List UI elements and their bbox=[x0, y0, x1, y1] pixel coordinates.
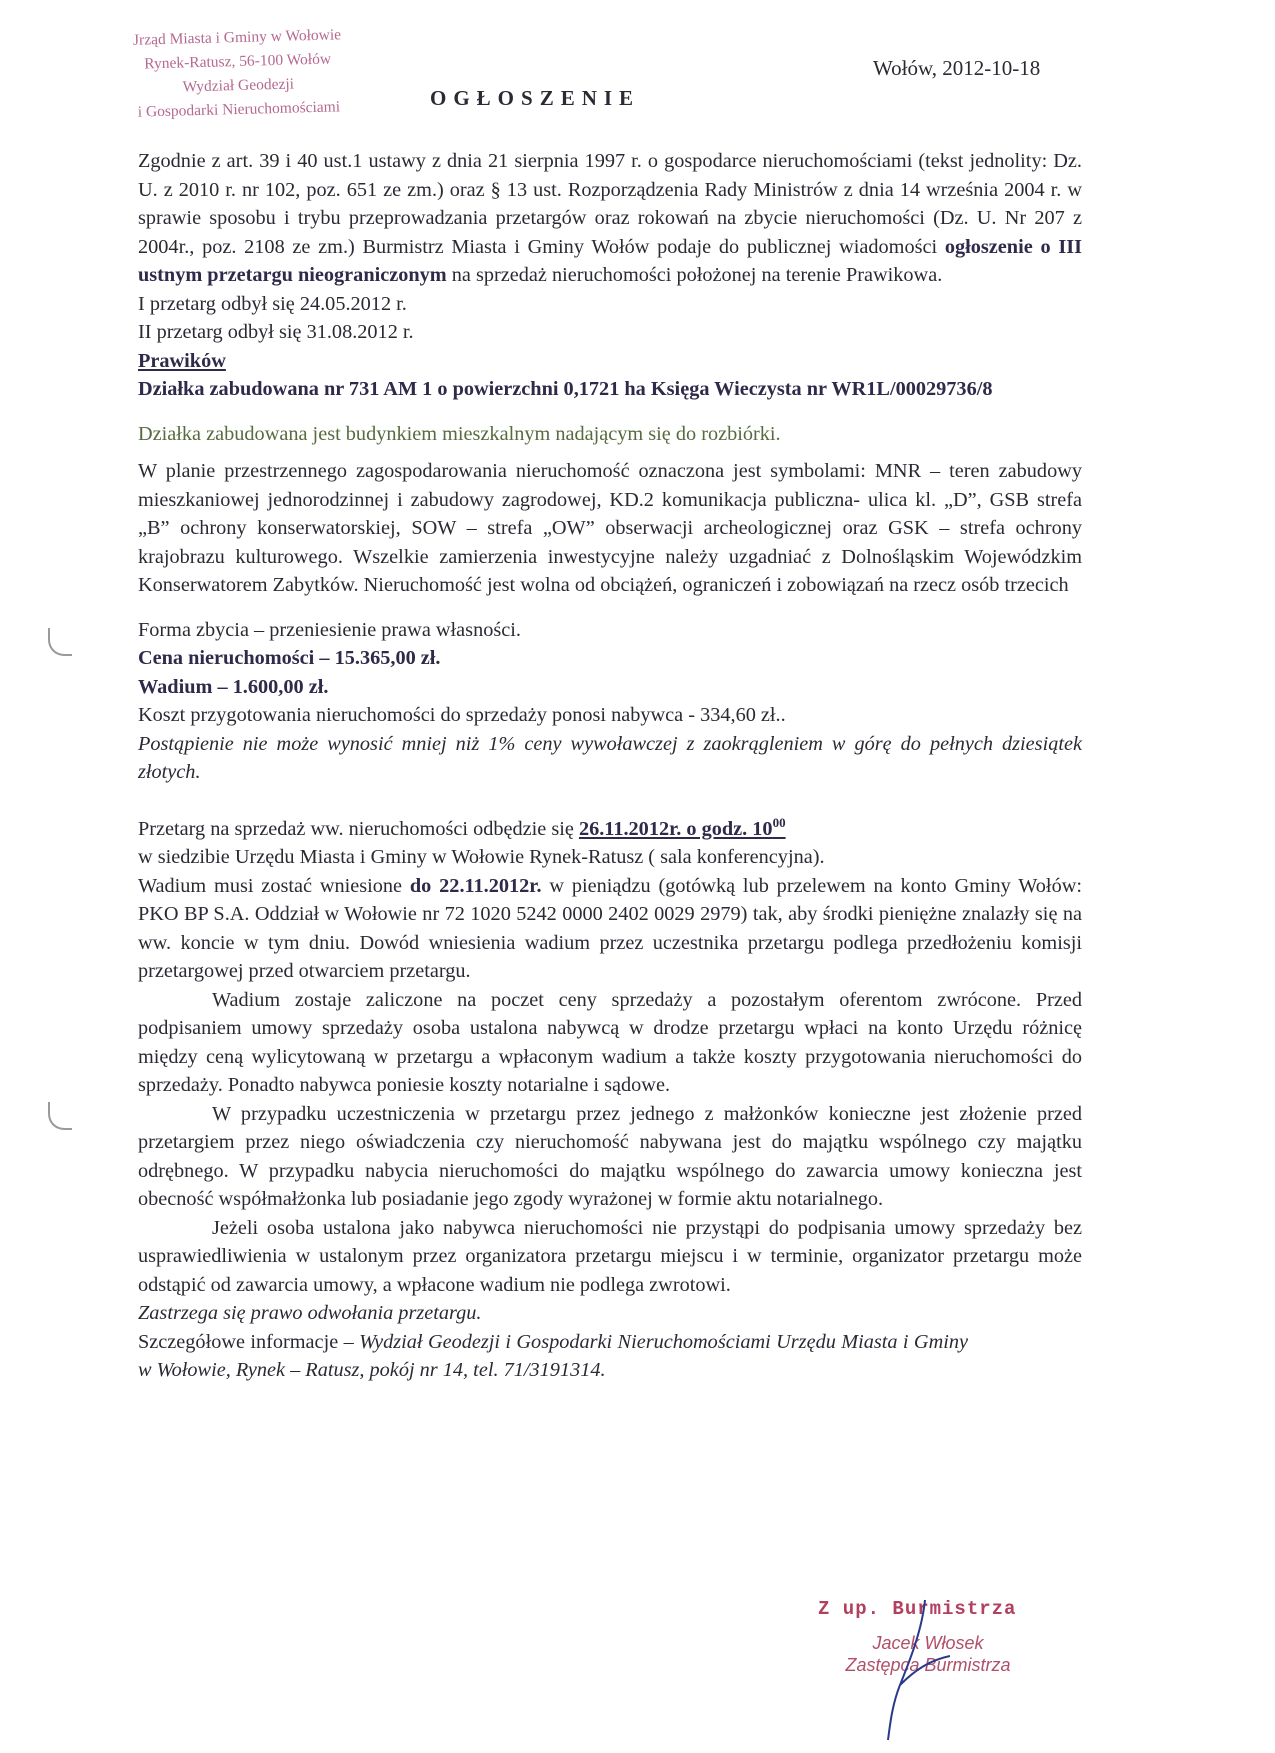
property-price: Cena nieruchomości – 15.365,00 zł. bbox=[138, 647, 441, 669]
deposit-text-end: w pieniądzu (gotówką lub przelewem na konto Gminy Wołów: PKO BP S.A. Oddział w Wołowie nr 72 1020 5242 0000 2402 0029 2979) tak, aby środki pieniężne znalazły się na ww. koncie w tym dniu. Dowód wniesienia wadium przez uczestnika przetargu podlega przedłożeniu komisji przetargowej przed otwarciem przetargu. bbox=[138, 874, 1082, 982]
document-title: OGŁOSZENIE bbox=[430, 86, 641, 110]
refusal-paragraph: Jeżeli osoba ustalona jako nabywca nieruchomości nie przystąpi do podpisania umowy sprzedaży bez usprawiedliwienia w ustalonym przez organizatora przetargu miejscu i w terminie, organizator przetargu może odstąpić od zawarcia umowy, a wpłacone wadium nie podlega zwrotowi. bbox=[138, 1216, 1082, 1296]
auction-when: 26.11.2012r. o godz. 10 bbox=[578, 817, 773, 840]
signatory-role: Zastępca Burmistrza bbox=[845, 1655, 1011, 1675]
signature-stamp-authority: Z up. Burmistrza bbox=[818, 1598, 1017, 1620]
deposit-text: Wadium musi zostać wniesione bbox=[138, 874, 410, 897]
intro-text-end: na sprzedaż nieruchomości położonej na terenie Prawikowa. bbox=[446, 264, 943, 286]
office-stamp bbox=[87, 22, 389, 126]
deposit-line bbox=[138, 673, 1082, 702]
intro-highlight: ogłoszenie o III ustnym przetargu nieograniczonym bbox=[138, 235, 1082, 286]
auction-datetime bbox=[578, 814, 786, 840]
previous-auction-1: I przetarg odbył się 24.05.2012 r. bbox=[138, 292, 407, 315]
auction-text: Przetarg na sprzedaż ww. nieruchomości odbędzie się bbox=[138, 817, 579, 840]
document-date: Wołów, 2012-10-18 bbox=[873, 56, 1041, 80]
previous-auction-2: II przetarg odbył się 31.08.2012 r. bbox=[138, 321, 414, 343]
deposit-paragraph bbox=[138, 872, 1082, 986]
stamp-line: i Gospodarki Nieruchomościami bbox=[137, 98, 341, 121]
location-name: Prawików bbox=[138, 349, 226, 372]
stamp-line: Wydział Geodezji bbox=[182, 75, 295, 96]
auction-minutes: 00 bbox=[772, 814, 786, 830]
sale-form: Forma zbycia – przeniesienie prawa własności. bbox=[138, 618, 521, 641]
auction-venue: w siedzibie Urzędu Miasta i Gminy w Wołowie Rynek-Ratusz ( sala konferencyjna). bbox=[138, 846, 825, 868]
stamp-line: Rynek-Ratusz, 56-100 Wołów bbox=[144, 50, 332, 73]
deposit-deadline: do 22.11.2012r. bbox=[409, 874, 542, 897]
spouse-paragraph: W przypadku uczestniczenia w przetargu przez jednego z małżonków konieczne jest złożenie przed przetargiem przez niego oświadczenia czy nieruchomość nabywana jest do majątku wspólnego czy majątku odrębnego. W przypadku nabycia nieruchomości do majątku wspólnego do zawarcia umowy konieczna jest obecność współmałżonka lub posiadanie jego zgody wyrażonej w formie aktu notarialnego. bbox=[138, 1102, 1082, 1210]
stamp-line: Jrząd Miasta i Gminy w Wołowie bbox=[132, 26, 342, 49]
intro-text: Zgodnie z art. 39 i 40 ust.1 ustawy z dnia 21 sierpnia 1997 r. o gospodarce nieruchomościami (tekst jednolity: Dz. U. z 2010 r. nr 102, poz. 651 ze zm.) oraz § 13 ust. Rozporządzenia Rady Ministrów z dnia 14 września 2004 r. w sprawie sposobu i trybu przeprowadzania przetargów oraz rokowań na zbycie nieruchomości (Dz. U. Nr 207 z 2004r., poz. 2108 ze zm.) Burmistrz Miasta i Gminy Wołów podaje do publicznej wiadomości bbox=[138, 150, 1082, 258]
punch-hole-mark bbox=[48, 1102, 72, 1130]
document-body bbox=[138, 147, 1082, 1385]
details-label: Szczegółowe informacje – bbox=[138, 1330, 360, 1353]
bid-increment: Postąpienie nie może wynosić mniej niż 1% ceny wywoławczej z zaokrągleniem w górę do pełnych dziesiątek złotych. bbox=[138, 732, 1082, 783]
location-heading bbox=[138, 347, 1082, 376]
deposit-credit-paragraph: Wadium zostaje zaliczone na poczet ceny sprzedaży a pozostałym oferentom zwrócone. Przed podpisaniem umowy sprzedaży osoba ustalona nabywcą w drodze przetargu wpłaci na konto Urzędu różnicę między ceną wylicytowaną w przetargu a wpłaconym wadium a także koszty przygotowania nieruchomości do sprzedaży. Ponadto nabywca poniesie koszty notarialne i sądowe. bbox=[138, 988, 1082, 1096]
parcel-heading bbox=[138, 375, 1082, 404]
details-contact: Wydział Geodezji i Gospodarki Nieruchomościami Urzędu Miasta i Gminy w Wołowie, Rynek – Ratusz, pokój nr 14, tel. 71/3191314. bbox=[138, 1330, 969, 1381]
cancellation-reserve: Zastrzega się prawo odwołania przetargu. bbox=[138, 1302, 482, 1324]
zoning-paragraph: W planie przestrzennego zagospodarowania nieruchomość oznaczona jest symbolami: MNR – teren zabudowy mieszkaniowej jednorodzinnej i zabudowy zagrodowej, KD.2 komunikacja publiczna- ulica kl. „D”, GSB strefa „B” ochrony konserwatorskiej, SOW – strefa „OW” obserwacji archeologicznej oraz GSK – strefa ochrony krajobrazu kulturowego. Wszelkie zamierzenia inwestycyjne należy uzgadniać z Dolnośląskim Wojewódzkim Konserwatorem Zabytków. Nieruchomość jest wolna od obciążeń, ograniczeń i zobowiązań na rzecz osób trzecich bbox=[138, 460, 1082, 596]
intro-paragraph bbox=[138, 147, 1082, 290]
deposit-amount: Wadium – 1.600,00 zł. bbox=[138, 675, 329, 698]
handwritten-signature bbox=[870, 1590, 990, 1750]
built-description: Działka zabudowana jest budynkiem mieszkalnym nadającym się do rozbiórki. bbox=[138, 422, 781, 445]
auction-date-line bbox=[138, 815, 1082, 844]
signatory-name: Jacek Włosek bbox=[872, 1633, 984, 1653]
parcel-description: Działka zabudowana nr 731 AM 1 o powierzchni 0,1721 ha Księga Wieczysta nr WR1L/00029736/8 bbox=[138, 378, 993, 400]
details-paragraph bbox=[138, 1328, 968, 1385]
price-line bbox=[138, 644, 1082, 673]
preparation-cost: Koszt przygotowania nieruchomości do sprzedaży ponosi nabywca - 334,60 zł.. bbox=[138, 704, 786, 726]
punch-hole-mark bbox=[48, 628, 72, 656]
